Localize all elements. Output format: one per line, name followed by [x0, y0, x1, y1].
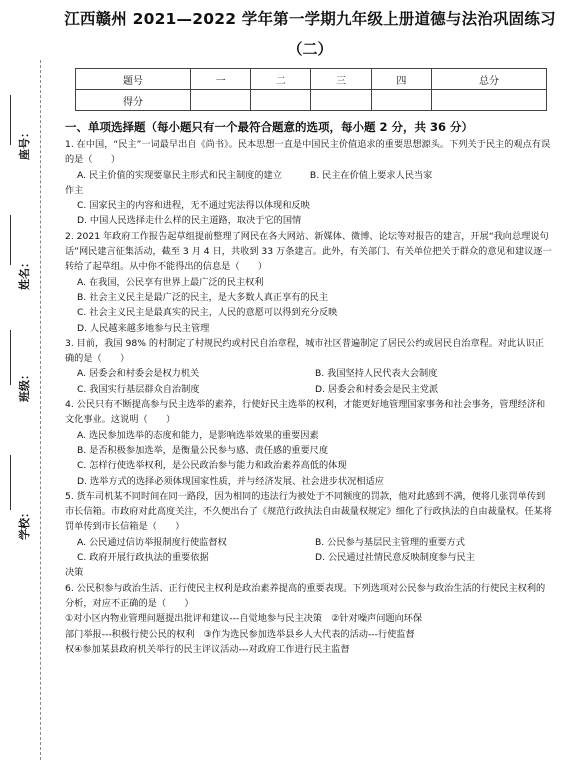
score-table-score-row	[76, 90, 547, 111]
school-label: 学校：	[18, 507, 31, 540]
question-2-stem: 2. 2021 年政府工作报告起草组提前整理了网民在各大网站、新媒体、微博、论坛等对报告的建言，开展“我向总理说句话”网民建言征集活动，截至 3 月 4 日，共收到 33 万条建言。此外，有关部门、有关单位把关于群众的意见和建议逐一转给了起草组。从中你不能得出的信息是（ ）	[65, 230, 552, 273]
binding-strip	[0, 0, 50, 767]
question-6-statement-line: 权④参加某县政府机关举行的民主评议活动---对政府工作进行民主监督	[65, 643, 350, 655]
question-4-option-a[interactable]: A. 选民参加选举的态度和能力，是影响选举效果的重要因素	[77, 429, 319, 441]
question-5-stem: 5. 货车司机某不同时间在同一路段，因为相同的违法行为被处于不同额度的罚款，他对此感到不满，便将几张罚单传到市长信箱。市政府对此高度关注，不久便出台了《规范行政执法自由裁量权规定》细化了行政执法的自由裁量权。任某将罚单传到市长信箱是（ ）	[65, 490, 552, 533]
question-6-stem: 6. 公民积参与政治生活、正行使民主权利是政治素养提高的重要表现。下列选项对公民参与政治生活的行使民主权利的分析，对应不正确的是（ ）	[65, 582, 546, 609]
question-3-option-d[interactable]: D. 居委会和村委会是民主党派	[315, 383, 439, 395]
question-5-option-d[interactable]: D. 公民通过社情民意反映制度参与民主	[315, 552, 475, 564]
score-header-cell: 二	[251, 69, 311, 90]
binding-dashed-line	[40, 60, 41, 760]
question-4-option-d[interactable]: D. 选举方式的选择必须体现国家性质，并与经济发展、社会进步状况相适应	[77, 475, 384, 487]
score-table-header-row	[76, 69, 547, 90]
question-4-stem: 4. 公民只有不断提高参与民主选举的素养，行使好民主选举的权利，才能更好地管理国家事务和社会事务，管理经济和文化事业。这说明（ ）	[65, 399, 546, 426]
question-1-option-a[interactable]: A. 民主价值的实现要靠民主形式和民主制度的建立	[77, 169, 282, 181]
question-5-option-b[interactable]: B. 公民参与基层民主管理的重要方式	[315, 536, 465, 548]
question-1-option-b[interactable]: B. 民主在价值上要求人民当家	[309, 169, 433, 181]
question-3-options-ab	[65, 366, 553, 381]
question-4-option-c[interactable]: C. 怎样行使选举权利，是公民政治参与能力和政治素养高低的体现	[77, 460, 347, 472]
question-6-statement-line: ①对小区内物业管理问题提出批评和建议---自觉地参与民主决策 ②针对噪声问题向环保	[65, 613, 423, 625]
score-header-cell: 三	[311, 69, 371, 90]
score-input-cell[interactable]	[431, 90, 546, 111]
question-content	[65, 118, 553, 657]
score-row-label: 得分	[76, 90, 191, 111]
question-2-option-b[interactable]: B. 社会主义民主是最广泛的民主，是大多数人真正享有的民主	[77, 291, 329, 303]
seat-label: 座号：	[18, 127, 31, 160]
score-header-cell: 总分	[431, 69, 546, 90]
question-1-option-b-cont: 作主	[65, 184, 84, 196]
question-3-options-cd	[65, 382, 553, 397]
question-2-option-d[interactable]: D. 人民越来越多地参与民主管理	[77, 322, 210, 334]
class-fill-line	[10, 330, 11, 385]
question-3-option-a[interactable]: A. 居委会和村委会是权力机关	[77, 368, 200, 380]
question-1-stem: 1. 在中国，“民主”一词最早出自《尚书》。民本思想一直是中国民主价值追求的重要思想源头。下列关于民主的观点有误的是（ ）	[65, 139, 551, 166]
exam-subtitle: （二）	[287, 40, 333, 58]
score-header-cell: 一	[191, 69, 251, 90]
question-1-option-c[interactable]: C. 国家民主的内容和进程，无不通过宪法得以体现和反映	[77, 200, 310, 212]
question-1-options-ab	[65, 168, 553, 183]
question-3-stem: 3. 目前，我国 98% 的村制定了村规民约或村民自治章程，城市社区普遍制定了居民公约或居民自治章程。对此认识正确的是（ ）	[65, 337, 544, 365]
question-5-option-c[interactable]: C. 政府开展行政执法的重要依据	[77, 552, 209, 564]
question-3-option-b[interactable]: B. 我国坚持人民代表大会制度	[315, 368, 438, 380]
score-table	[75, 68, 547, 111]
question-5-option-d-cont: 决策	[65, 567, 84, 579]
school-fill-line	[10, 455, 11, 510]
section-heading: 一、单项选择题（每小题只有一个最符合题意的选项，每小题 2 分，共 36 分）	[65, 120, 474, 134]
question-5-option-a[interactable]: A. 公民通过信访举报制度行使监督权	[77, 536, 227, 548]
seat-fill-line	[10, 95, 11, 145]
name-label: 姓名：	[18, 257, 31, 290]
score-input-cell[interactable]	[311, 90, 371, 111]
question-6-statement-line: 部门举报---积极行使公民的权利 ③作为选民参加选举县乡人大代表的活动---行使监督	[65, 628, 415, 640]
score-header-cell: 题号	[76, 69, 191, 90]
question-2-option-a[interactable]: A. 在我国，公民享有世界上最广泛的民主权利	[77, 276, 264, 288]
question-3-option-c[interactable]: C. 我国实行基层群众自治制度	[77, 383, 200, 395]
score-input-cell[interactable]	[251, 90, 311, 111]
score-input-cell[interactable]	[371, 90, 431, 111]
question-5-options-ab	[65, 535, 553, 550]
question-1-option-d[interactable]: D. 中国人民选择走什么样的民主道路，取决于它的国情	[77, 215, 302, 227]
exam-title: 江西赣州 2021—2022 学年第一学期九年级上册道德与法治巩固练习	[64, 10, 556, 28]
question-4-option-b[interactable]: B. 是否积极参加选举，是衡量公民参与感、责任感的重要尺度	[77, 444, 329, 456]
score-input-cell[interactable]	[191, 90, 251, 111]
class-label: 班级：	[18, 369, 31, 402]
name-fill-line	[10, 215, 11, 265]
question-5-options-cd	[65, 550, 553, 565]
question-2-option-c[interactable]: C. 社会主义民主是最真实的民主，人民的意愿可以得到充分反映	[77, 307, 338, 319]
score-header-cell: 四	[371, 69, 431, 90]
